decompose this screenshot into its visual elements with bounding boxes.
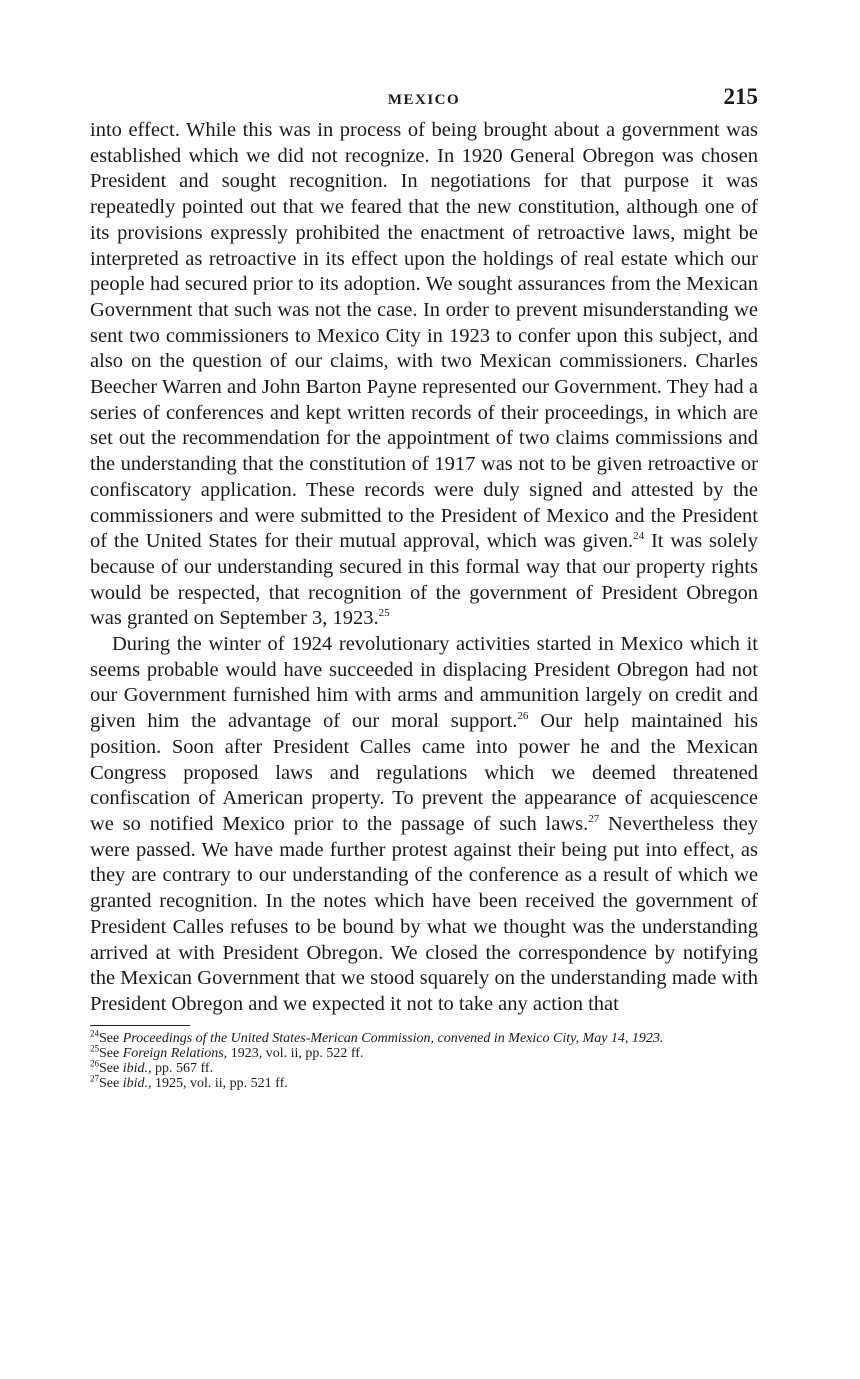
footnote-ref-24: 24: [633, 530, 645, 543]
body-text: [90, 118, 758, 1018]
footnotes: [90, 1027, 758, 1091]
footnote-24: [90, 1027, 758, 1046]
paragraph-2-text-c: Nevertheless they were passed. We have made further protest against their being put into effect, as they are contrary to our understanding of the conference as a result of which we granted recognition. In the notes which have been received the government of President Calles refuses to be bound by what we thought was the understanding arrived at with President Obregon. We closed the correspondence by notifying the Mexican Government that we stood squarely on the understanding made with President Obregon and we expected it not to take any action that: [90, 812, 758, 1015]
footnote-lead: See: [99, 1075, 123, 1091]
footnote-citation: pp. 567 ff.: [151, 1060, 214, 1076]
paragraph-2: [90, 632, 758, 1018]
running-title: MEXICO: [387, 92, 461, 108]
footnote-number: 26: [90, 1057, 99, 1068]
footnote-number: 25: [90, 1042, 99, 1053]
page-number: 215: [723, 84, 758, 109]
footnote-title: ibid.,: [122, 1060, 152, 1076]
paragraph-1: [90, 118, 758, 632]
footnote-25: [90, 1042, 758, 1061]
paragraph-1-text-a: into effect. While this was in process of being brought about a government was established which we did not recognize. In 1920 General Obregon was chosen President and sought recognition. In negotiations for that purpose it was repeatedly pointed out that we feared that the new constitution, although one of its provisions expressly prohibited the enactment of retroactive laws, might be interpreted as retroactive in its effect upon the holdings of real estate which our people had secured prior to its adoption. We sought assurances from the Mexican Government that such was not the case. In order to prevent misunderstanding we sent two commissioners to Mexico City in 1923 to confer upon this subject, and also on the question of our claims, with two Mexican commissioners. Charles Beecher Warren and John Barton Payne represented our Government. They had a series of conferences and kept written records of their proceedings, in which are set out the recommendation for the appointment of two claims commissions and the understanding that the constitution of 1917 was not to be given retroactive or confiscatory application. These records were duly signed and attested by the commissioners and were submitted to the President of Mexico and the President of the United States for their mutual approval, which was given.: [90, 119, 758, 553]
footnote-title: Foreign Relations,: [122, 1045, 228, 1061]
paragraph-1-text-b: It was solely because of our understanding secured in this formal way that our property rights would be respected, that recognition of the government of President Obregon was granted on September 3, 1923.: [90, 530, 758, 630]
book-page: [90, 84, 758, 1091]
footnote-ref-26: 26: [517, 710, 529, 723]
footnote-ref-25: 25: [378, 607, 390, 620]
footnote-citation: 1925, vol. ii, pp. 521 ff.: [151, 1075, 288, 1091]
footnote-title: Proceedings of the United States-Merican Commission, convened in Mexico City, May 14, 1923.: [122, 1030, 664, 1046]
footnote-number: 24: [90, 1027, 99, 1038]
running-head: [90, 84, 758, 118]
footnote-citation: 1923, vol. ii, pp. 522 ff.: [227, 1045, 364, 1061]
footnote-26: [90, 1057, 758, 1076]
footnote-27: [90, 1072, 758, 1091]
footnote-lead: See: [99, 1045, 123, 1061]
paragraph-2-text-a: During the winter of 1924 revolutionary activities started in Mexico which it seems probable would have succeeded in displacing President Obregon had not our Government furnished him with arms and ammunition largely on credit and given him the advantage of our moral support.: [90, 633, 758, 733]
footnote-title: ibid.,: [122, 1075, 152, 1091]
footnote-ref-27: 27: [588, 813, 600, 826]
footnote-lead: See: [99, 1060, 123, 1076]
paragraph-2-text-b: Our help maintained his position. Soon after President Calles came into power he and the Mexican Congress proposed laws and regulations which we deemed threatened confiscation of American property. To prevent the appearance of acquiescence we so notified Mexico prior to the passage of such laws.: [90, 710, 758, 835]
footnote-number: 27: [90, 1072, 99, 1083]
footnote-lead: See: [99, 1030, 123, 1046]
footnote-divider: [90, 1025, 190, 1026]
